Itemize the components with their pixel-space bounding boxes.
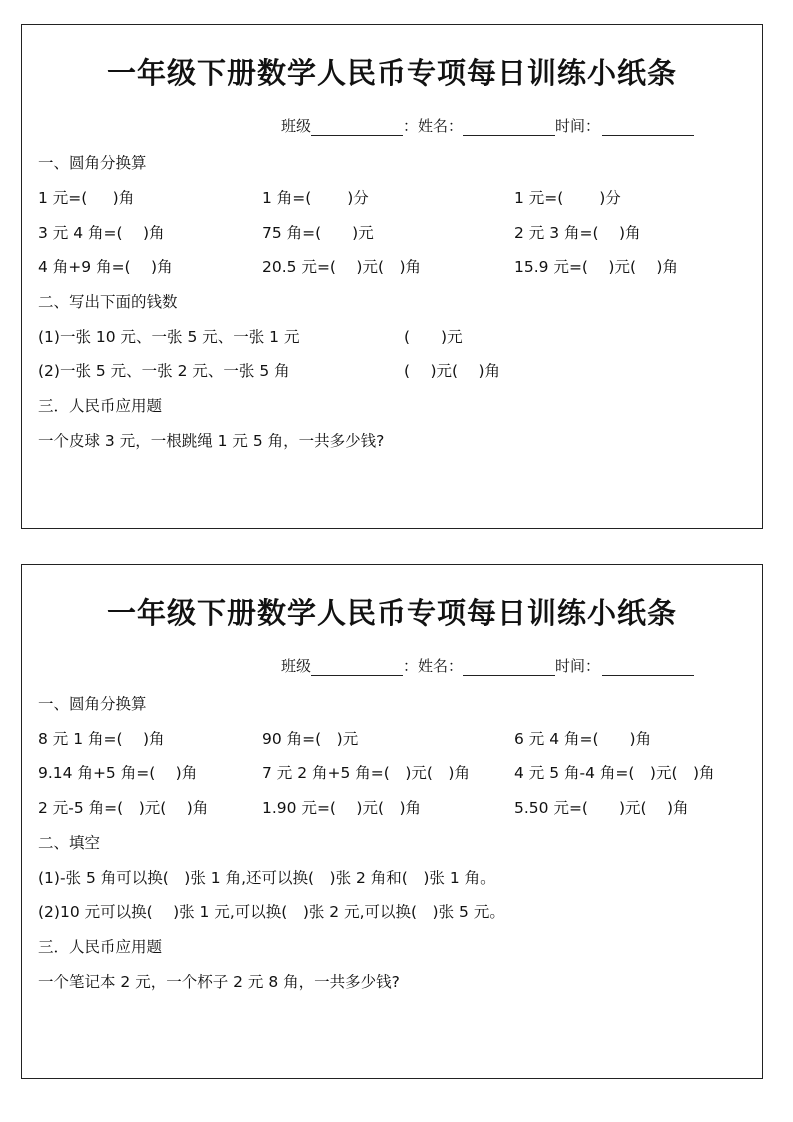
section-heading-word-problem: 三．人民币应用题 [38,397,163,415]
name-blank[interactable] [463,121,555,136]
name-label: ：姓名： [403,657,464,675]
conversion-item[interactable]: 20.5 元=( )元( )角 [262,258,422,276]
conversion-item[interactable]: 8 元 1 角=( )角 [38,730,165,748]
class-blank[interactable] [311,121,403,136]
time-blank[interactable] [602,121,694,136]
section-heading-word-problem: 三．人民币应用题 [38,938,163,956]
name-blank[interactable] [463,661,555,676]
fill-blank-item[interactable]: (2)10 元可以换( )张 1 元,可以换( )张 2 元,可以换( )张 5 元。 [38,903,505,921]
conversion-row [38,728,762,750]
conversion-item[interactable]: 90 角=( )元 [262,730,359,748]
word-problem: 一个笔记本 2 元，一个杯子 2 元 8 角，一共多少钱? [38,973,400,991]
money-answer[interactable]: ( )元( )角 [404,362,501,380]
conversion-row [38,222,762,244]
conversion-item[interactable]: 5.50 元=( )元( )角 [514,799,689,817]
conversion-item[interactable]: 1 元=( )角 [38,189,135,207]
class-label: 班级 [281,117,312,135]
conversion-item[interactable]: 7 元 2 角+5 角=( )元( )角 [262,764,470,782]
time-blank[interactable] [602,661,694,676]
conversion-item[interactable]: 3 元 4 角=( )角 [38,224,165,242]
practice-slip-1 [21,24,763,529]
conversion-row [38,762,762,784]
section-heading-fill-blank: 二、填空 [38,834,101,852]
practice-slip-2 [21,564,763,1079]
money-item [38,326,762,348]
name-label: ：姓名： [403,117,464,135]
conversion-item[interactable]: 2 元 3 角=( )角 [514,224,641,242]
conversion-row [38,797,762,819]
conversion-item[interactable]: 1.90 元=( )元( )角 [262,799,422,817]
conversion-item[interactable]: 15.9 元=( )元( )角 [514,258,678,276]
money-answer[interactable]: ( )元 [404,328,463,346]
conversion-item[interactable]: 2 元-5 角=( )元( )角 [38,799,209,817]
conversion-row [38,256,762,278]
class-label: 班级 [281,657,312,675]
conversion-item[interactable]: 1 元=( )分 [514,189,621,207]
time-label: 时间： [555,657,601,675]
student-info-line [281,655,694,676]
conversion-item[interactable]: 75 角=( )元 [262,224,374,242]
conversion-row [38,187,762,209]
slip-title: 一年级下册数学人民币专项每日训练小纸条 [106,56,677,90]
time-label: 时间： [555,117,601,135]
student-info-line [281,115,694,136]
money-item [38,360,762,382]
conversion-item[interactable]: 4 角+9 角=( )角 [38,258,173,276]
conversion-item[interactable]: 4 元 5 角-4 角=( )元( )角 [514,764,715,782]
word-problem: 一个皮球 3 元，一根跳绳 1 元 5 角，一共多少钱? [38,432,385,450]
conversion-item[interactable]: 6 元 4 角=( )角 [514,730,652,748]
conversion-item[interactable]: 9.14 角+5 角=( )角 [38,764,198,782]
conversion-item[interactable]: 1 角=( )分 [262,189,369,207]
fill-blank-item[interactable]: (1)-张 5 角可以换( )张 1 角,还可以换( )张 2 角和( )张 1 角。 [38,869,496,887]
class-blank[interactable] [311,661,403,676]
slip-title: 一年级下册数学人民币专项每日训练小纸条 [106,596,677,630]
money-question: (2)一张 5 元、一张 2 元、一张 5 角 [38,362,290,380]
section-heading-money: 二、写出下面的钱数 [38,293,178,311]
money-question: (1)一张 10 元、一张 5 元、一张 1 元 [38,328,300,346]
section-heading-conversion: 一、圆角分换算 [38,695,147,713]
section-heading-conversion: 一、圆角分换算 [38,154,147,172]
